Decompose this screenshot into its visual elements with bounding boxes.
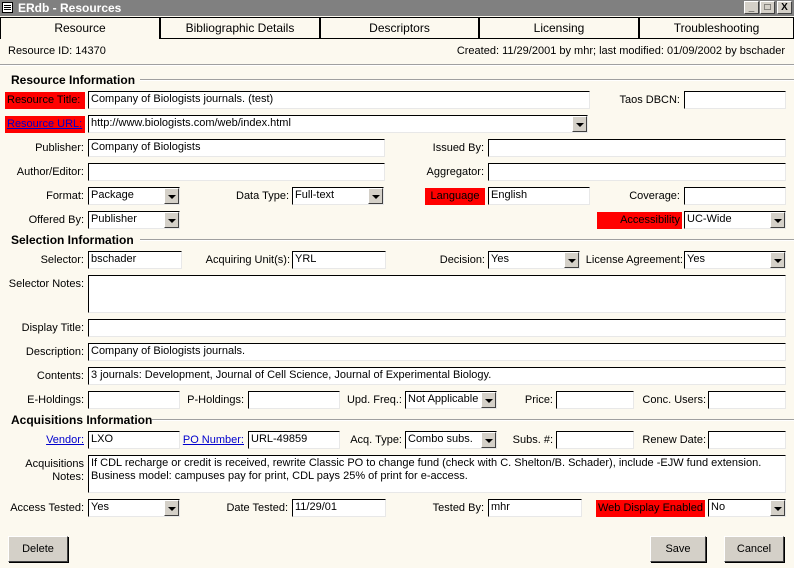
price-label: Price: — [524, 394, 553, 406]
section-selection-information: Selection Information — [11, 233, 134, 247]
chevron-down-icon[interactable] — [164, 500, 179, 516]
tab-licensing[interactable]: Licensing — [479, 17, 639, 38]
chevron-down-icon[interactable] — [770, 252, 785, 268]
subs-number-label: Subs. #: — [512, 434, 553, 446]
display-title-field[interactable] — [88, 319, 786, 337]
date-tested-label: Date Tested: — [226, 502, 288, 514]
resource-url-dropdown[interactable] — [88, 115, 588, 133]
chevron-down-icon[interactable] — [770, 500, 785, 516]
update-frequency-dropdown[interactable] — [405, 391, 497, 409]
issued-by-label: Issued By: — [432, 142, 484, 154]
subs-number-field[interactable] — [556, 431, 634, 449]
chevron-down-icon[interactable] — [481, 432, 496, 448]
concurrent-users-label: Conc. Users: — [642, 394, 706, 406]
selector-label: Selector: — [40, 254, 84, 266]
cancel-button[interactable]: Cancel — [724, 536, 784, 562]
acquisitions-notes-field[interactable]: If CDL recharge or credit is received, rewrite Classic PO to change fund (check with C. Shelton/B. Schader), include -EJW fund extension. Business model: campuses pay for print, CDL pays 25% of print for e-access. — [88, 455, 786, 493]
window-title: ERdb - Resources — [18, 1, 122, 15]
aggregator-field[interactable] — [488, 163, 786, 181]
license-agreement-label: License Agreement: — [585, 254, 683, 266]
accessibility-dropdown[interactable] — [684, 211, 786, 229]
language-field[interactable]: English — [488, 187, 590, 205]
chevron-down-icon[interactable] — [164, 188, 179, 204]
resource-id: Resource ID: 14370 — [8, 45, 106, 57]
issued-by-field[interactable] — [488, 139, 786, 157]
contents-field[interactable]: 3 journals: Development, Journal of Cell Science, Journal of Experimental Biology. — [88, 367, 786, 385]
tab-bibliographic-details[interactable]: Bibliographic Details — [160, 17, 320, 38]
acq-type-value: Combo subs. — [408, 433, 473, 445]
publisher-label: Publisher: — [35, 142, 84, 154]
update-frequency-label: Upd. Freq.: — [346, 394, 402, 406]
price-field[interactable] — [556, 391, 634, 409]
description-label: Description: — [25, 346, 84, 358]
e-holdings-field[interactable] — [88, 391, 180, 409]
p-holdings-label: P-Holdings: — [187, 394, 244, 406]
acq-type-dropdown[interactable] — [405, 431, 497, 449]
tested-by-field[interactable]: mhr — [488, 499, 582, 517]
concurrent-users-field[interactable] — [708, 391, 786, 409]
resource-url-link[interactable]: Resource URL: — [7, 118, 83, 130]
renew-date-label: Renew Date: — [642, 434, 706, 446]
divider — [152, 419, 794, 421]
save-button[interactable]: Save — [650, 536, 706, 562]
chevron-down-icon[interactable] — [572, 116, 587, 132]
tab-troubleshooting[interactable]: Troubleshooting — [639, 17, 794, 38]
contents-label: Contents: — [36, 370, 84, 382]
author-editor-field[interactable] — [88, 163, 385, 181]
web-display-enabled-dropdown[interactable] — [708, 499, 786, 517]
po-number-field[interactable]: URL-49859 — [248, 431, 340, 449]
tab-descriptors[interactable]: Descriptors — [320, 17, 479, 38]
format-label: Format: — [46, 190, 84, 202]
decision-value: Yes — [491, 253, 509, 265]
vendor-field[interactable]: LXO — [88, 431, 180, 449]
access-tested-label: Access Tested: — [10, 502, 84, 514]
data-type-label: Data Type: — [236, 190, 289, 202]
po-number-label[interactable] — [180, 434, 244, 446]
section-resource-information: Resource Information — [11, 73, 136, 87]
offered-by-label: Offered By: — [28, 214, 84, 226]
access-tested-dropdown[interactable] — [88, 499, 180, 517]
license-agreement-value: Yes — [687, 253, 705, 265]
web-display-enabled-value: No — [711, 501, 726, 513]
renew-date-field[interactable] — [708, 431, 786, 449]
format-dropdown[interactable] — [88, 187, 180, 205]
delete-button[interactable]: Delete — [8, 536, 68, 562]
e-holdings-label: E-Holdings: — [27, 394, 84, 406]
acquiring-unit-field[interactable]: YRL — [292, 251, 386, 269]
acq-type-label: Acq. Type: — [350, 434, 402, 446]
taos-dbcn-label: Taos DBCN: — [619, 94, 680, 106]
decision-label: Decision: — [439, 254, 485, 266]
access-tested-value: Yes — [91, 501, 109, 513]
date-tested-field[interactable]: 11/29/01 — [292, 499, 386, 517]
accessibility-value: UC-Wide — [687, 213, 732, 225]
description-field[interactable]: Company of Biologists journals. — [88, 343, 786, 361]
po-number-link[interactable]: PO Number: — [182, 434, 244, 446]
decision-dropdown[interactable] — [488, 251, 580, 269]
language-label: Language — [425, 188, 485, 205]
resource-title-label: Resource Title: — [5, 92, 85, 109]
maximize-button[interactable]: □ — [760, 1, 775, 14]
taos-dbcn-field[interactable] — [684, 91, 786, 109]
data-type-dropdown[interactable] — [292, 187, 384, 205]
chevron-down-icon[interactable] — [564, 252, 579, 268]
tab-resource[interactable]: Resource — [0, 17, 160, 39]
minimize-button[interactable]: _ — [744, 1, 759, 14]
format-value: Package — [91, 189, 134, 201]
offered-by-dropdown[interactable] — [88, 211, 180, 229]
selector-notes-label: Selector Notes: — [8, 278, 84, 290]
offered-by-value: Publisher — [91, 213, 137, 225]
chevron-down-icon[interactable] — [770, 212, 785, 228]
acquisitions-notes-label-2: Notes: — [52, 471, 84, 483]
p-holdings-field[interactable] — [248, 391, 340, 409]
chevron-down-icon[interactable] — [481, 392, 496, 408]
display-title-label: Display Title: — [21, 322, 84, 334]
publisher-field[interactable]: Company of Biologists — [88, 139, 385, 157]
vendor-link[interactable]: Vendor: — [46, 434, 84, 446]
tested-by-label: Tested By: — [432, 502, 484, 514]
accessibility-label: Accessibility — [597, 212, 682, 229]
selector-field[interactable]: bschader — [88, 251, 182, 269]
acquisitions-notes-label: Acquisitions — [25, 458, 84, 470]
close-button[interactable]: X — [777, 1, 792, 14]
web-display-enabled-label: Web Display Enabled — [596, 500, 705, 517]
author-editor-label: Author/Editor: — [16, 166, 84, 178]
acquiring-unit-label: Acquiring Unit(s): — [205, 254, 290, 266]
created-info: Created: 11/29/2001 by mhr; last modified: 01/09/2002 by bschader — [456, 45, 785, 57]
update-frequency-value: Not Applicable — [408, 393, 479, 405]
tab-divider — [160, 38, 794, 39]
selector-notes-field[interactable] — [88, 275, 786, 313]
divider — [0, 64, 794, 66]
title-bar — [0, 0, 794, 16]
coverage-label: Coverage: — [629, 190, 680, 202]
resource-title-field[interactable]: Company of Biologists journals. (test) — [88, 91, 590, 109]
chevron-down-icon[interactable] — [368, 188, 383, 204]
vendor-label[interactable] — [5, 434, 84, 446]
app-icon[interactable] — [2, 2, 13, 13]
coverage-field[interactable] — [684, 187, 786, 205]
license-agreement-dropdown[interactable] — [684, 251, 786, 269]
divider — [140, 79, 794, 81]
section-acquisitions-information: Acquisitions Information — [11, 413, 153, 427]
divider — [140, 239, 794, 241]
resource-url-value: http://www.biologists.com/web/index.html — [91, 117, 291, 129]
chevron-down-icon[interactable] — [164, 212, 179, 228]
data-type-value: Full-text — [295, 189, 335, 201]
resource-url-label[interactable] — [5, 116, 85, 133]
aggregator-label: Aggregator: — [426, 166, 484, 178]
